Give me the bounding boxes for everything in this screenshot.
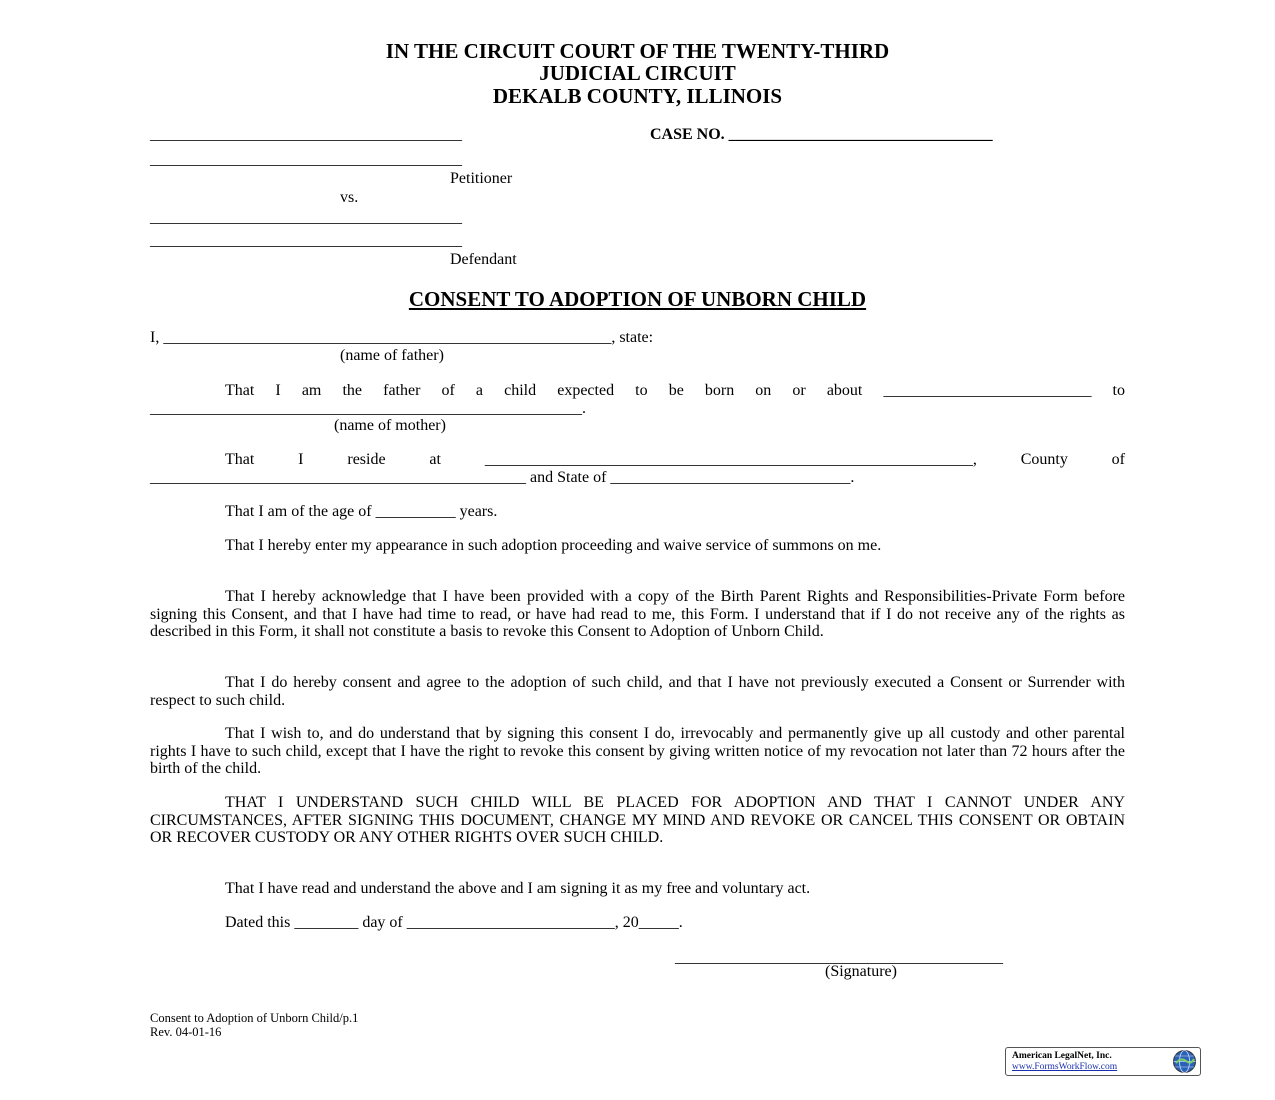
case-number-field[interactable]: CASE NO. _________________________________ — [650, 126, 993, 143]
paragraph-appearance — [150, 537, 1125, 555]
court-header-line-3: DEKALB COUNTY, ILLINOIS — [492, 84, 783, 108]
paragraph-voluntary-act-text: That I have read and understand the above and I am signing it as my free and voluntary act. — [225, 880, 811, 897]
footer-form-name: Consent to Adoption of Unborn Child/p.1 — [150, 1011, 359, 1025]
paragraph-age-text: That I am of the age of __________ years. — [225, 503, 498, 520]
paragraph-acknowledge — [150, 588, 1125, 641]
petitioner-label: Petitioner — [450, 170, 513, 187]
defendant-label: Defendant — [450, 251, 517, 268]
paragraph-father-birth[interactable] — [150, 382, 1125, 417]
paragraph-voluntary-act — [150, 880, 1125, 898]
signature-line[interactable]: _________________________________________ — [675, 949, 1003, 966]
logo-website-link[interactable]: www.FormsWorkFlow.com — [1012, 1062, 1118, 1072]
paragraph-consent — [150, 674, 1125, 709]
paragraph-acknowledge-text: That I hereby acknowledge that I have been provided with a copy of the Birth Parent Rights and Responsibilities-Private Form before signing this Consent, and that I have had time to read, or have had read to me, this Form. I understand that if I do not receive any of the rights as described in this Form, it shall not constitute a basis to revoke this Consent to Adoption of Unborn Child. — [150, 588, 1125, 640]
mother-name-caption: (name of mother) — [334, 417, 446, 434]
versus-label: vs. — [340, 189, 359, 206]
paragraph-irrevocable-notice — [150, 794, 1125, 847]
paragraph-age[interactable] — [150, 503, 1125, 521]
paragraph-residence[interactable] — [150, 451, 1125, 486]
paragraph-revocation — [150, 725, 1125, 778]
petitioner-name-line-1[interactable]: _______________________________________ — [150, 126, 462, 143]
father-statement-line[interactable]: I, ________________________________________________________, state: — [150, 329, 654, 346]
paragraph-revocation-text: That I wish to, and do understand that by signing this consent I do, irrevocably and permanently give up all custody and other parental rights I have to such child, except that I have the right to revoke this consent by giving written notice of my revocation not later than 72 hours after the birth of the child. — [150, 725, 1125, 777]
court-header-line-2: JUDICIAL CIRCUIT — [539, 61, 736, 85]
logo-company-name: American LegalNet, Inc. — [1012, 1051, 1112, 1061]
document-title: CONSENT TO ADOPTION OF UNBORN CHILD — [408, 287, 867, 311]
footer-revision: Rev. 04-01-16 — [150, 1025, 222, 1039]
publisher-logo[interactable] — [1005, 1047, 1201, 1076]
paragraph-consent-text: That I do hereby consent and agree to the adoption of such child, and that I have not previously executed a Consent or Surrender with respect to such child. — [150, 674, 1125, 709]
defendant-name-line-1[interactable]: _______________________________________ — [150, 209, 462, 226]
paragraph-residence-text: That I reside at _____________________________________________________________, County of _______________________________________________ and State of ______________________________. — [150, 451, 1125, 486]
dated-field-text: Dated this ________ day of __________________________, 20_____. — [225, 914, 683, 931]
father-name-caption: (name of father) — [340, 347, 444, 364]
paragraph-dated[interactable] — [150, 914, 1125, 932]
defendant-name-line-2[interactable]: _______________________________________ — [150, 232, 462, 249]
petitioner-name-line-2[interactable]: _______________________________________ — [150, 151, 462, 168]
court-header-line-1: IN THE CIRCUIT COURT OF THE TWENTY-THIRD — [385, 39, 890, 63]
globe-icon — [1172, 1049, 1197, 1074]
signature-caption: (Signature) — [825, 963, 897, 980]
paragraph-father-birth-text: That I am the father of a child expected to be born on or about __________________________ to ______________________________________________________. — [150, 382, 1125, 417]
paragraph-appearance-text: That I hereby enter my appearance in such adoption proceeding and waive service of summons on me. — [225, 537, 882, 554]
paragraph-irrevocable-notice-text: THAT I UNDERSTAND SUCH CHILD WILL BE PLACED FOR ADOPTION AND THAT I CANNOT UNDER ANY CIRCUMSTANCES, AFTER SIGNING THIS DOCUMENT, CHANGE MY MIND AND REVOKE OR CANCEL THIS CONSENT OR OBTAIN OR RECOVER CUSTODY OR ANY OTHER RIGHTS OVER SUCH CHILD. — [150, 794, 1125, 846]
